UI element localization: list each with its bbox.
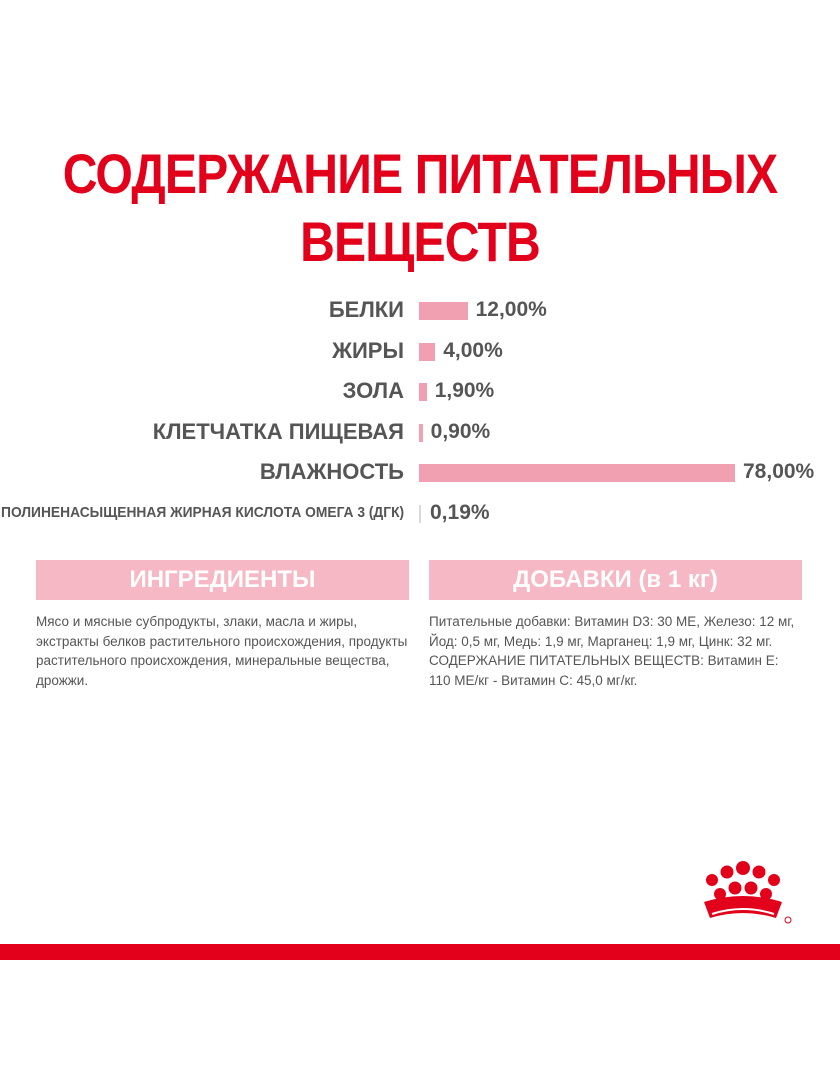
bar bbox=[419, 464, 735, 482]
bar bbox=[419, 302, 468, 320]
category-label: БЕЛКИ bbox=[328, 297, 404, 322]
bar bbox=[419, 424, 423, 442]
bar bbox=[419, 383, 427, 401]
chart-row bbox=[0, 290, 840, 330]
page-title bbox=[59, 140, 781, 276]
ingredients-text: Мясо и мясные субпродукты, злаки, масла и жиры, экстракты белков растительного происхождения, продукты растительного происхождения, минеральные вещества, дрожжи. bbox=[36, 614, 408, 688]
value-label: 78,00% bbox=[743, 460, 815, 483]
title-line-2: ВЕЩЕСТВ bbox=[300, 210, 540, 273]
nutrient-bar-chart bbox=[0, 290, 840, 550]
value-label: 0,19% bbox=[430, 500, 490, 524]
chart-row bbox=[0, 331, 840, 371]
chart-row bbox=[0, 452, 840, 492]
value-label: 4,00% bbox=[443, 338, 503, 362]
additives-text: Питательные добавки: Витамин D3: 30 МЕ, Железо: 12 мг, Йод: 0,5 мг, Медь: 1,9 мг, Марганец: 1,9 мг, Цинк: 32 мг. СОДЕРЖАНИЕ ПИТАТЕЛЬНЫХ ВЕЩЕСТВ: Витамин Е: 110 МЕ/кг - Витамин С: 45,0 мг/кг. bbox=[429, 614, 795, 688]
value-label: 12,00% bbox=[475, 298, 547, 321]
category-label: ВЛАЖНОСТЬ bbox=[259, 459, 404, 484]
brand-red-stripe bbox=[0, 944, 840, 960]
value-label: 0,90% bbox=[430, 419, 491, 443]
category-label: ПОЛИНЕНАСЫЩЕННАЯ ЖИРНАЯ КИСЛОТА ОМЕГА 3 (ДГК) bbox=[0, 503, 404, 521]
additives-header bbox=[429, 560, 802, 600]
chart-row bbox=[0, 412, 840, 452]
additives-header-label: ДОБАВКИ (в 1 кг) bbox=[513, 566, 718, 593]
ingredients-header-label: ИНГРЕДИЕНТЫ bbox=[129, 566, 316, 593]
chart-row bbox=[0, 493, 840, 533]
royal-canin-crown-icon bbox=[690, 860, 796, 930]
bar bbox=[419, 343, 435, 361]
chart-row bbox=[0, 371, 840, 411]
title-line-1: СОДЕРЖАНИЕ ПИТАТЕЛЬНЫХ bbox=[62, 142, 778, 205]
category-label: ЖИРЫ bbox=[332, 337, 404, 363]
category-label: ЗОЛА bbox=[342, 378, 404, 403]
bar bbox=[419, 505, 421, 523]
ingredients-header bbox=[36, 560, 409, 600]
value-label: 1,90% bbox=[434, 379, 495, 402]
category-label: КЛЕТЧАТКА ПИЩЕВАЯ bbox=[152, 418, 404, 444]
